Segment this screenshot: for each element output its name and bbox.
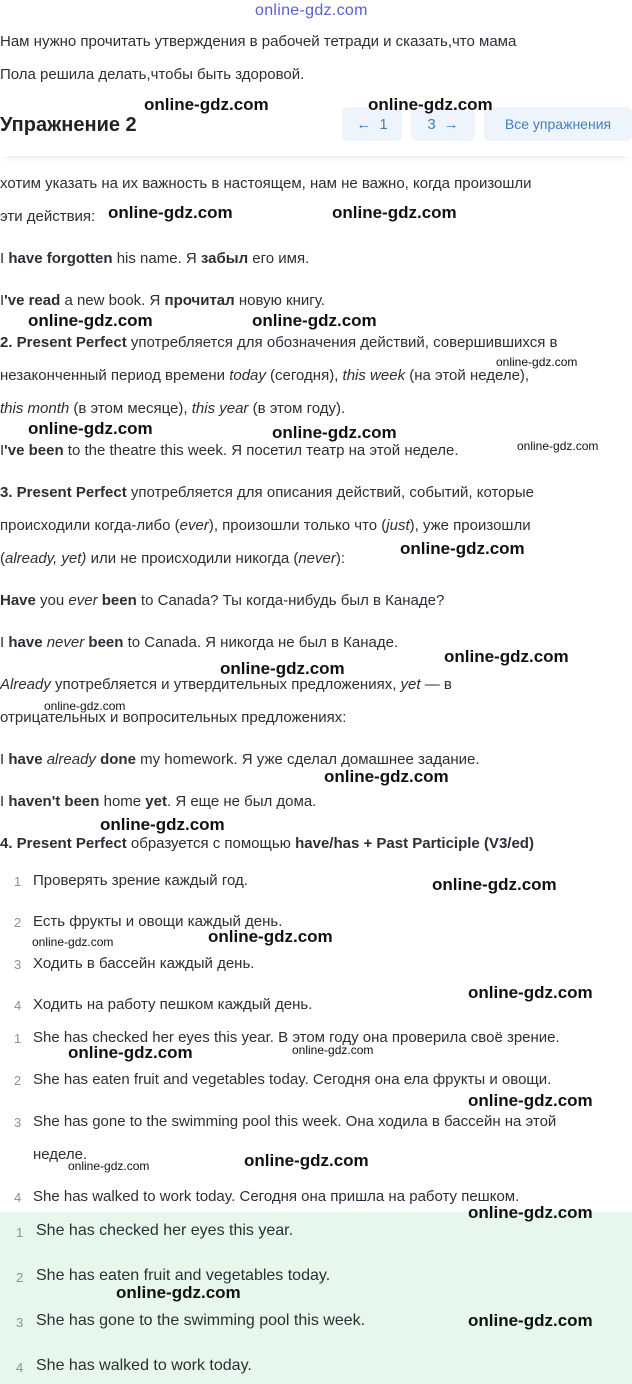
arrow-right-icon: → (443, 115, 459, 133)
watermark: online-gdz.com (116, 1283, 241, 1302)
list-item: She has gone to the swimming pool this week. Она ходила в бассейн на этой (33, 1113, 557, 1130)
watermark: online-gdz.com (255, 2, 368, 19)
rule-3-line-3: (already, yet) или не происходили никогда (never): (0, 550, 346, 567)
rule-already-yet: Already употребляется и утвердительных предложениях, yet — в (0, 676, 452, 693)
answer-number: 4 (16, 1360, 24, 1375)
watermark: online-gdz.com (28, 311, 153, 330)
watermark: online-gdz.com (400, 539, 525, 558)
rule-2-line-2: незаконченный период времени today (сегодня), this week (на этой неделе), (0, 367, 530, 384)
all-exercises-button[interactable] (484, 107, 632, 141)
watermark: online-gdz.com (68, 1043, 193, 1062)
answer-item: She has checked her eyes this year. (36, 1222, 294, 1239)
answer-item: She has gone to the swimming pool this week. (36, 1312, 366, 1329)
list-item: She has checked her eyes this year. В этом году она проверила своё зрение. (33, 1029, 560, 1046)
list-number: 1 (14, 1031, 22, 1046)
watermark: online-gdz.com (68, 1159, 150, 1173)
watermark: online-gdz.com (292, 1043, 374, 1057)
list-item: Ходить на работу пешком каждый день. (33, 996, 313, 1013)
watermark: online-gdz.com (244, 1151, 369, 1170)
list-number: 4 (14, 1190, 22, 1205)
theory-line: эти действия: (0, 208, 96, 225)
answer-item: She has eaten fruit and vegetables today. (36, 1267, 331, 1284)
example-forgotten: I have forgotten his name. Я забыл его имя. (0, 250, 310, 267)
example-canada-never: I have never been to Canada. Я никогда не был в Канаде. (0, 634, 399, 651)
list-number: 2 (14, 915, 22, 930)
answer-item: She has walked to work today. (36, 1357, 252, 1374)
watermark: online-gdz.com (468, 1091, 593, 1110)
watermark: online-gdz.com (208, 927, 333, 946)
rule-4: 4. Present Perfect образуется с помощью have/has + Past Participle (V3/ed) (0, 835, 534, 852)
list-number: 1 (14, 874, 22, 889)
example-homework: I have already done my homework. Я уже сделал домашнее задание. (0, 751, 480, 768)
prev-exercise-label: 1 (379, 115, 388, 133)
exercise-title: Упражнение 2 (0, 114, 137, 136)
watermark: online-gdz.com (108, 203, 233, 222)
watermark: online-gdz.com (444, 647, 569, 666)
watermark: online-gdz.com (144, 95, 269, 114)
watermark: online-gdz.com (28, 419, 153, 438)
list-number: 4 (14, 998, 22, 1013)
watermark: online-gdz.com (32, 935, 114, 949)
watermark: online-gdz.com (100, 815, 225, 834)
watermark: online-gdz.com (432, 875, 557, 894)
next-exercise-label: 3 (427, 115, 436, 133)
rule-2-line-3: this month (в этом месяце), this year (в этом году). (0, 400, 346, 417)
all-exercises-label: Все упражнения (504, 116, 612, 132)
watermark: online-gdz.com (468, 1311, 593, 1330)
watermark: online-gdz.com (324, 767, 449, 786)
list-item: Есть фрукты и овощи каждый день. (33, 913, 283, 930)
list-item: Ходить в бассейн каждый день. (33, 955, 255, 972)
list-item: Проверять зрение каждый год. (33, 872, 248, 889)
answer-block (0, 1212, 632, 1384)
list-number: 2 (14, 1073, 22, 1088)
answer-number: 3 (16, 1315, 24, 1330)
arrow-left-icon: ← (356, 115, 372, 133)
example-read: I've read a new book. Я прочитал новую книгу. (0, 292, 325, 309)
watermark: online-gdz.com (517, 439, 599, 453)
example-canada-question: Have you ever been to Canada? Ты когда-нибудь был в Канаде? (0, 592, 445, 609)
list-item-continuation: неделе. (33, 1146, 88, 1163)
example-home: I haven't been home yet. Я еще не был дома. (0, 793, 317, 810)
list-number: 3 (14, 957, 22, 972)
watermark: online-gdz.com (272, 423, 397, 442)
answer-number: 1 (16, 1225, 24, 1240)
watermark: online-gdz.com (468, 983, 593, 1002)
rule-already-yet-line-2: отрицательных и вопросительных предложениях: (0, 709, 347, 726)
answer-number: 2 (16, 1270, 24, 1285)
rule-2: 2. Present Perfect употребляется для обозначения действий, совершившихся в (0, 334, 558, 351)
list-item: She has eaten fruit and vegetables today. Сегодня она ела фрукты и овощи. (33, 1071, 552, 1088)
watermark: online-gdz.com (44, 699, 126, 713)
theory-line: хотим указать на их важность в настоящем, нам не важно, когда произошли (0, 175, 532, 192)
intro-line-2: Пола решила делать,чтобы быть здоровой. (0, 66, 305, 83)
rule-3-line-2: происходили когда-либо (ever), произошли только что (just), уже произошли (0, 517, 531, 534)
watermark: online-gdz.com (252, 311, 377, 330)
list-item: She has walked to work today. Сегодня она пришла на работу пешком. (33, 1188, 520, 1205)
rule-3: 3. Present Perfect употребляется для описания действий, событий, которые (0, 484, 534, 501)
list-number: 3 (14, 1115, 22, 1130)
intro-line-1: Нам нужно прочитать утверждения в рабочей тетради и сказать,что мама (0, 33, 517, 50)
watermark: online-gdz.com (220, 659, 345, 678)
watermark: online-gdz.com (468, 1203, 593, 1222)
watermark: online-gdz.com (368, 95, 493, 114)
example-theatre: I've been to the theatre this week. Я посетил театр на этой неделе. (0, 442, 459, 459)
watermark: online-gdz.com (496, 355, 578, 369)
watermark: online-gdz.com (332, 203, 457, 222)
